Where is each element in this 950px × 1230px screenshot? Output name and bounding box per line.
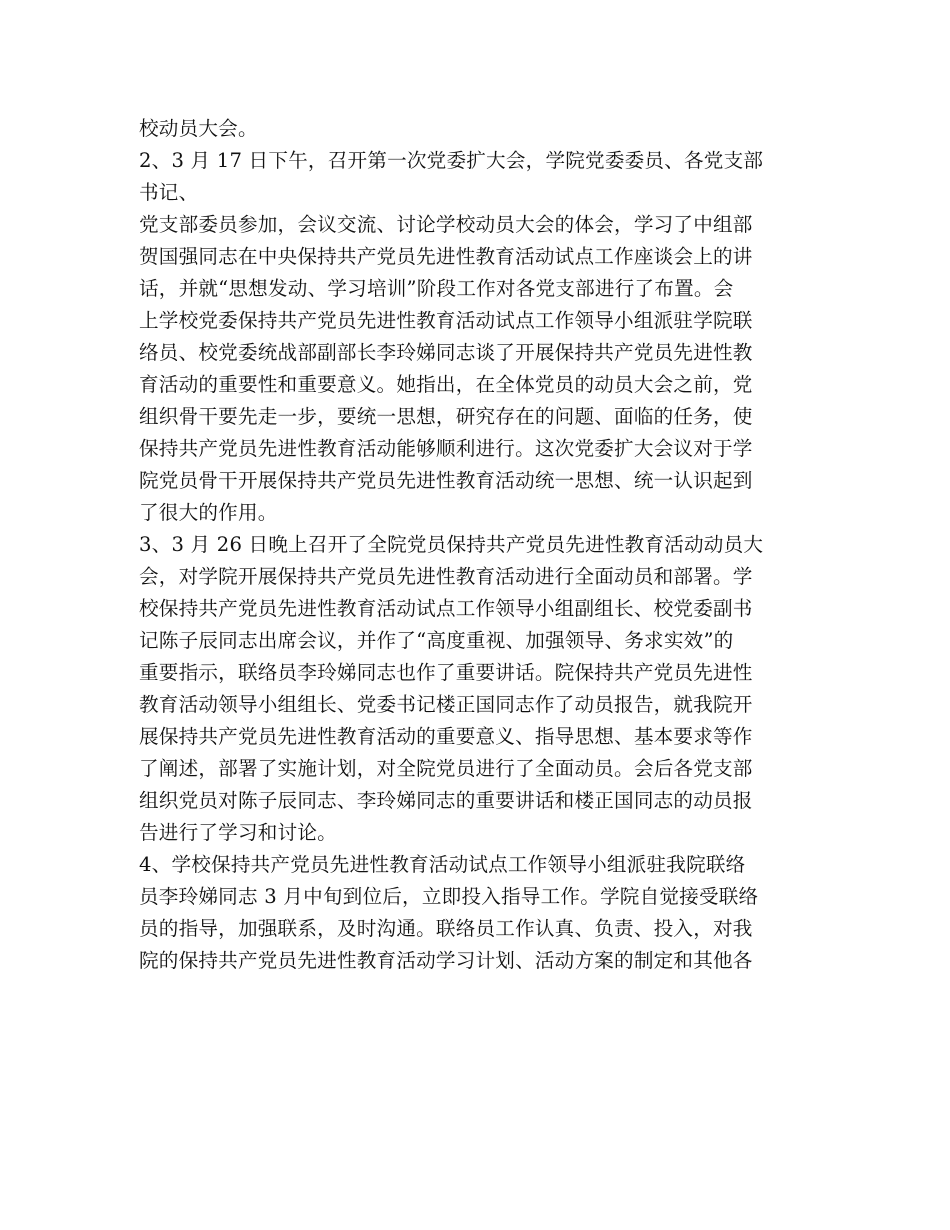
text-line: 员李玲娣同志 3 月中旬到位后，立即投入指导工作。学院自觉接受联络 — [139, 885, 759, 908]
text-line: 络员、校党委统战部副部长李玲娣同志谈了开展保持共产党员先进性教 — [139, 341, 753, 364]
text-line: 了很大的作用。 — [139, 501, 278, 524]
text-line: 重要指示，联络员李玲娣同志也作了重要讲话。院保持共产党员先进性 — [139, 661, 753, 684]
text-line: 贺国强同志在中央保持共产党员先进性教育活动试点工作座谈会上的讲 — [139, 245, 753, 268]
text-line: 教育活动领导小组组长、党委书记楼正国同志作了动员报告，就我院开 — [139, 693, 753, 716]
text-line: 党支部委员参加，会议交流、讨论学校动员大会的体会，学习了中组部 — [139, 213, 753, 236]
text-line: 话，并就“思想发动、学习培训”阶段工作对各党支部进行了布置。会 — [139, 277, 734, 300]
text-line: 院的保持共产党员先进性教育活动学习计划、活动方案的制定和其他各 — [139, 949, 753, 972]
text-line: 了阐述，部署了实施计划，对全院党员进行了全面动员。会后各党支部 — [139, 757, 753, 780]
text-line: 上学校党委保持共产党员先进性教育活动试点工作领导小组派驻学院联 — [139, 309, 753, 332]
text-line: 组织党员对陈子辰同志、李玲娣同志的重要讲话和楼正国同志的动员报 — [139, 789, 753, 812]
text-line: 会，对学院开展保持共产党员先进性教育活动进行全面动员和部署。学 — [139, 565, 753, 588]
text-line: 告进行了学习和讨论。 — [139, 821, 337, 844]
text-line: 育活动的重要性和重要意义。她指出，在全体党员的动员大会之前，党 — [139, 373, 753, 396]
text-line: 院党员骨干开展保持共产党员先进性教育活动统一思想、统一认识起到 — [139, 469, 753, 492]
text-line: 校保持共产党员先进性教育活动试点工作领导小组副组长、校党委副书 — [139, 597, 753, 620]
text-line: 保持共产党员先进性教育活动能够顺利进行。这次党委扩大会议对于学 — [139, 437, 753, 460]
text-line: 记陈子辰同志出席会议，并作了“高度重视、加强领导、务求实效”的 — [139, 629, 734, 652]
text-line: 组织骨干要先走一步，要统一思想，研究存在的问题、面临的任务，使 — [139, 405, 753, 428]
text-line: 4、学校保持共产党员先进性教育活动试点工作领导小组派驻我院联络 — [139, 853, 746, 876]
text-line: 3、3 月 26 日晚上召开了全院党员保持共产党员先进性教育活动动员大 — [139, 533, 764, 556]
text-line: 展保持共产党员先进性教育活动的重要意义、指导思想、基本要求等作 — [139, 725, 753, 748]
text-line: 2、3 月 17 日下午，召开第一次党委扩大会，学院党委委员、各党支部 — [139, 149, 764, 172]
text-line: 校动员大会。 — [139, 117, 258, 140]
document-body — [139, 113, 819, 977]
text-line: 员的指导，加强联系，及时沟通。联络员工作认真、负责、投入，对我 — [139, 917, 753, 940]
text-line: 书记、 — [139, 181, 199, 204]
